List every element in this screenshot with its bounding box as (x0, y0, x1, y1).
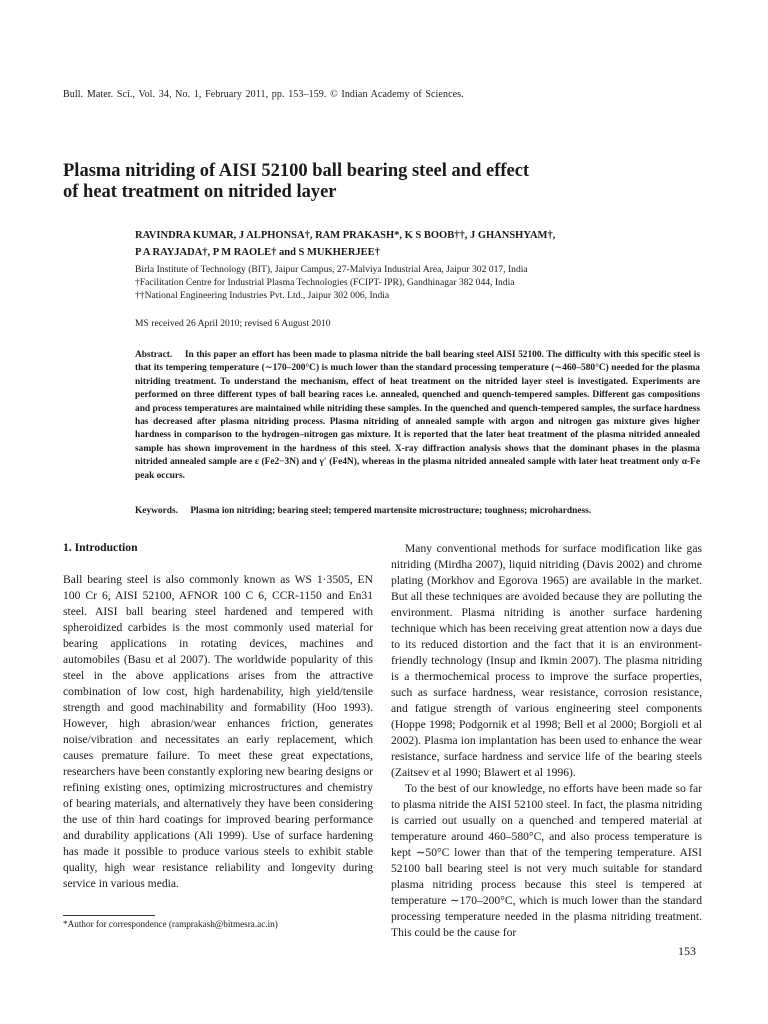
authors-line-2: P A RAYJADA†, P M RAOLE† and S MUKHERJEE† (135, 247, 380, 258)
section-heading-introduction: 1. Introduction (63, 541, 138, 554)
title-line-2: of heat treatment on nitrided layer (63, 182, 337, 202)
received-dates: MS received 26 April 2010; revised 6 August 2010 (135, 318, 331, 329)
authors-line-1: RAVINDRA KUMAR, J ALPHONSA†, RAM PRAKASH*, K S BOOB††, J GHANSHYAM†, (135, 230, 556, 241)
intro-paragraph-3: To the best of our knowledge, no efforts have been made so far to plasma nitride the AISI 52100 steel. In fact, the plasma nitriding is carried out usually on a quenched and tempered material at temperature around 460–580°C, and also process temperature is kept ∼50°C lower than that of the tempering temperature. AISI 52100 ball bearing steel is not very much suitable for standard plasma nitriding process because this steel is tempered at temperature ∼170–200°C, which is much lower than the standard processing temperature needed in the plasma nitriding treatment. This could be the cause for (391, 782, 702, 939)
left-column (63, 572, 373, 892)
keywords-label: Keywords. (135, 506, 178, 516)
affiliation-fcipt: †Facilitation Centre for Industrial Plasma Technologies (FCIPT- IPR), Gandhinagar 382 044, India (135, 277, 515, 288)
article-title (63, 161, 623, 203)
page-number: 153 (678, 944, 696, 958)
abstract-label: Abstract. (135, 350, 173, 360)
intro-paragraph-1: Ball bearing steel is also commonly known as WS 1·3505, EN 100 Cr 6, AISI 52100, AFNOR 100 C 6, CCR-1150 and En31 steel. AISI ball bearing steel hardened and tempered with spheroidized carbides is the most commonly used material for bearing applications in rotating devices, machines and automobiles (Basu et al 2007). The worldwide popularity of this steel in the above applications arises from the attractive combination of low cost, high hardenability, high yield/tensile strength and good machinability and formability (Hoo 1993). However, high abrasion/wear enhances friction, generates noise/vibration and necessitates an early replacement, which causes premature failure. To meet these great expectations, researchers have been constantly exploring new bearing designs or refining existing ones, optimizing microstructures and chemistry of bearing materials, and alternatively they have been considering the use of thin hard coatings for improved bearing performance and durability applications (Ali 1999). Use of surface hardening has made it possible to produce various steels to exhibit stable quality, high wear resistance reliability and longevity during service in various media. (63, 573, 373, 890)
intro-paragraph-2: Many conventional methods for surface modification like gas nitriding (Mirdha 2007), liquid nitriding (Davis 2002) and chrome plating (Morkhov and Egorova 1965) are available in the market. But all these techniques are avoided because they are polluting the environment. Plasma nitriding is another surface hardening technique which has been receiving great attention now a days due to its reduced distortion and the fact that it is an environment-friendly technology (Insup and Ikmin 2007). The plasma nitriding is a thermochemical process to improve the surface properties, such as surface hardness, wear resistance, corrosion resistance, and fatigue strength of various engineering steel components (Hoppe 1998; Podgornik et al 1998; Bell et al 2000; Borgioli et al 2002). Plasma ion implantation has been used to enhance the wear resistance, surface hardness and service life of the bearing steels (Zaitsev et al 1990; Blawert et al 1996). (391, 542, 702, 779)
title-line-1: Plasma nitriding of AISI 52100 ball bearing steel and effect (63, 161, 530, 181)
abstract (135, 349, 700, 483)
right-column (391, 541, 702, 941)
abstract-text: In this paper an effort has been made to plasma nitride the ball bearing steel AISI 52100. The difficulty with this specific steel is that its tempering temperature (∼170–200°C) is much lower than the standard processing temperature (∼460–580°C) needed for the plasma nitriding treatment. To understand the mechanism, effect of heat treatment on the nitrided layer steel is investigated. Experiments are performed on three different types of ball bearing races i.e. annealed, quenched and quench-tempered samples. Different gas compositions and process temperatures are maintained while nitriding these samples. In the quenched and quench-tempered samples, the surface hardness has decreased after plasma nitriding process. Plasma nitriding of annealed sample with argon and nitrogen gas mixture gives higher hardness in comparison to the hydrogen–nitrogen gas mixture. It is reported that the later heat treatment of the plasma nitrided annealed sample has shown improvement in the hardness of this steel. X-ray diffraction analysis shows that the dominant phases in the plasma nitrided annealed sample are ε (Fe2−3N) and γ′ (Fe4N), whereas in the plasma nitrided annealed sample with later heat treatment only α-Fe peak occurs. (135, 350, 700, 481)
affiliations (135, 263, 695, 302)
keywords-text: Plasma ion nitriding; bearing steel; tempered martensite microstructure; toughness; microhardness. (190, 506, 592, 516)
author-list (135, 227, 695, 261)
affiliation-bit: Birla Institute of Technology (BIT), Jaipur Campus, 27-Malviya Industrial Area, Jaipur 302 017, India (135, 264, 528, 275)
affiliation-nei: ††National Engineering Industries Pvt. Ltd., Jaipur 302 006, India (135, 290, 390, 301)
footnote-divider (63, 915, 155, 916)
journal-citation: Bull. Mater. Sci., Vol. 34, No. 1, February 2011, pp. 153–159. © Indian Academy of Sciences. (63, 89, 464, 100)
keywords (135, 506, 700, 516)
corresponding-author-footnote: *Author for correspondence (ramprakash@bitmesra.ac.in) (63, 919, 278, 929)
